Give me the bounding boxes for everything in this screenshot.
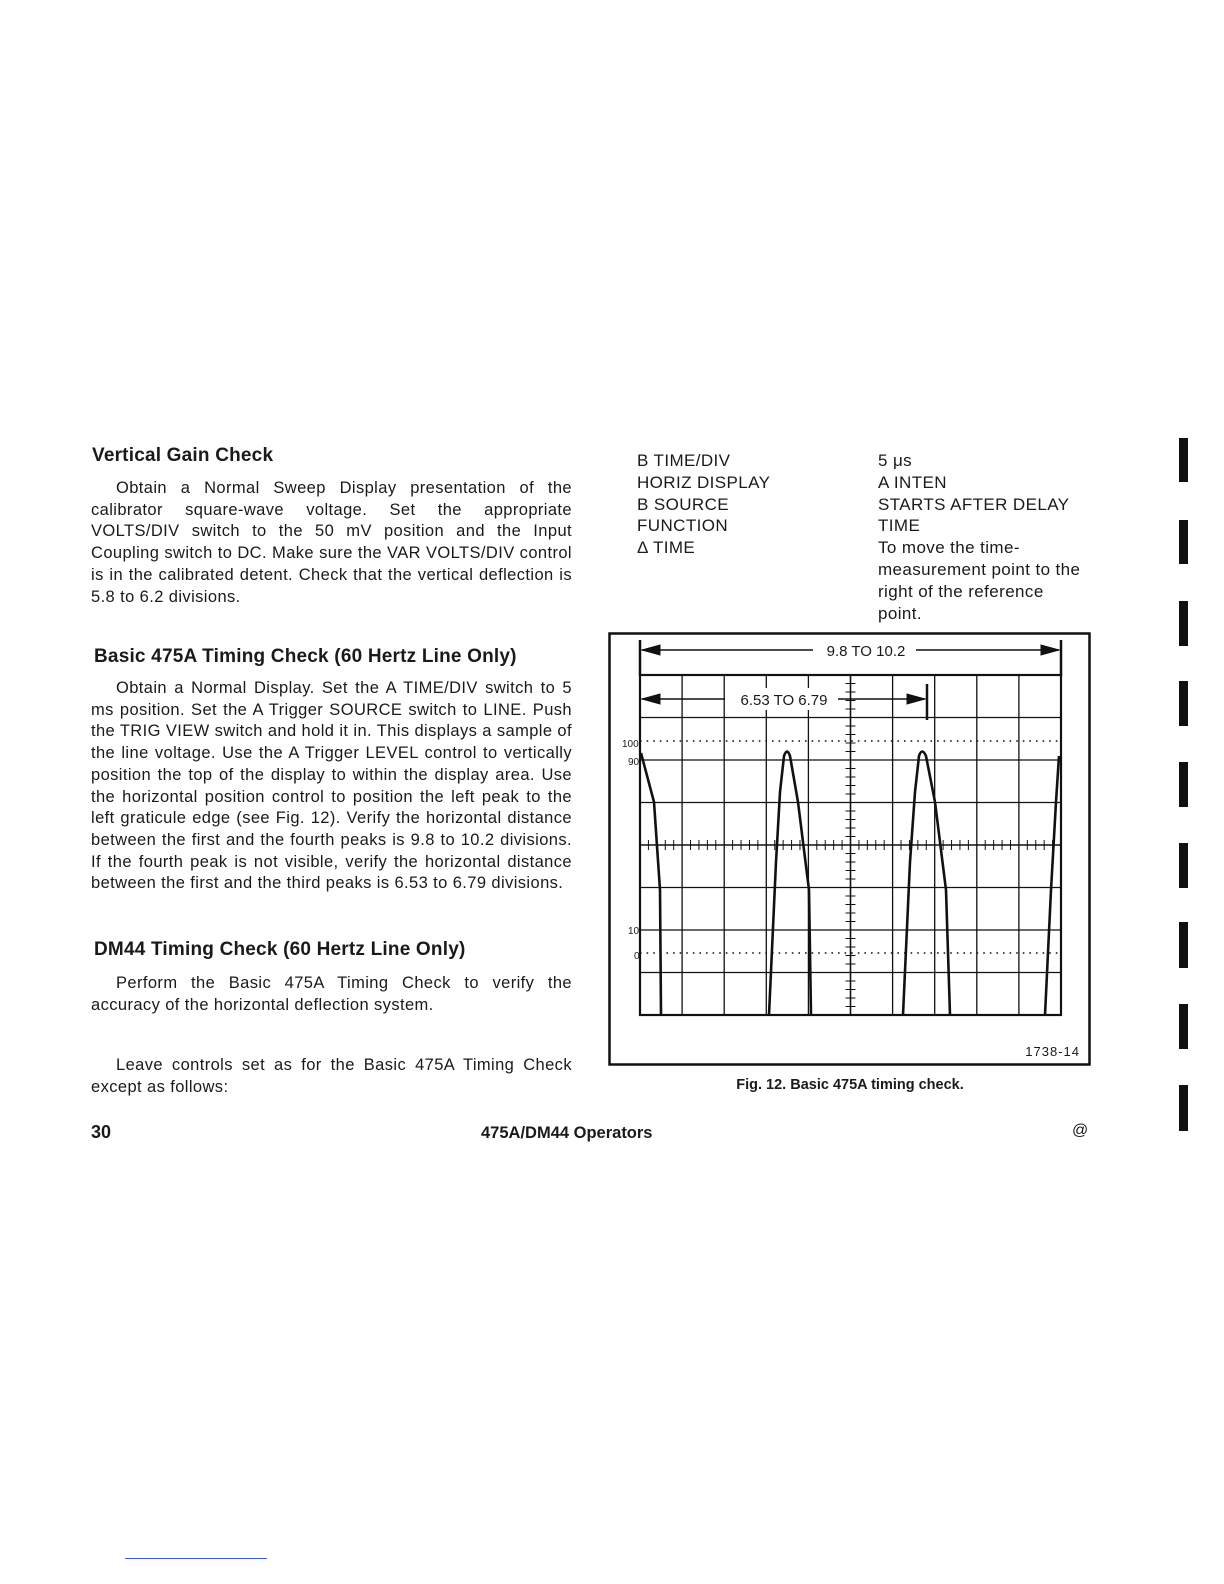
dm44-timing-heading: DM44 Timing Check (60 Hertz Line Only): [94, 939, 466, 960]
margin-change-bar: [1179, 922, 1188, 968]
control-value: right of the reference: [878, 581, 1044, 601]
timing-figure: [608, 632, 1092, 1068]
scale-label-90: 90: [628, 757, 640, 768]
inner-dimension-label: 6.53 TO 6.79: [740, 692, 828, 709]
control-value: TIME: [878, 516, 921, 536]
control-name: HORIZ DISPLAY: [637, 472, 771, 492]
control-name: FUNCTION: [637, 516, 729, 536]
control-value: STARTS AFTER DELAY: [878, 494, 1070, 514]
margin-change-bar: [1179, 843, 1188, 888]
basic-timing-heading: Basic 475A Timing Check (60 Hertz Line Only): [94, 646, 517, 667]
scale-label-0: 0: [634, 951, 640, 962]
margin-change-bar: [1179, 681, 1188, 726]
vertical-gain-heading: Vertical Gain Check: [92, 445, 274, 466]
control-value: To move the time-: [878, 538, 1020, 558]
footer-symbol: @: [1072, 1122, 1089, 1139]
manual-title: 475A/DM44 Operators: [481, 1124, 653, 1142]
control-name: Δ TIME: [637, 538, 696, 558]
control-value: A INTEN: [878, 472, 947, 492]
basic-timing-paragraph: Obtain a Normal Display. Set the A TIME/DIV switch to 5 ms position. Set the A Trigger SOURCE switch to LINE. Push the TRIG VIEW switch and hold it in. This displays a sample of the line voltage. Use the A Trigger LEVEL control to vertically position the top of the display to within the display area. Use the horizontal position control to position the left peak to the left graticule edge (see Fig. 12). Verify the horizontal distance between the first and the fourth peaks is 9.8 to 10.2 divisions. If the fourth peak is not visible, verify the horizontal distance between the first and the third peaks is 6.53 to 6.79 divisions.: [91, 679, 572, 893]
control-names: [637, 450, 770, 559]
scale-label-100: 100: [622, 739, 639, 750]
page-number: 30: [91, 1122, 112, 1142]
margin-change-bar: [1179, 1004, 1188, 1049]
vertical-gain-paragraph: Obtain a Normal Sweep Display presentation of the calibrator square-wave voltage. Set the appropriate VOLTS/DIV switch to the 50 mV position and the Input Coupling switch to DC. Make sure the VAR VOLTS/DIV control is in the calibrated detent. Check that the vertical deflection is 5.8 to 6.2 divisions.: [91, 479, 572, 606]
control-values: [878, 450, 1080, 624]
scale-label-10: 10: [628, 926, 640, 937]
bottom-rule: [125, 1558, 267, 1559]
outer-dimension-label: 9.8 TO 10.2: [826, 643, 906, 660]
margin-change-bar: [1179, 601, 1188, 646]
figure-caption: Fig. 12. Basic 475A timing check.: [736, 1077, 964, 1093]
control-name: B TIME/DIV: [637, 451, 731, 470]
control-value: measurement point to the: [878, 559, 1081, 579]
control-value: point.: [878, 603, 922, 623]
margin-change-bar: [1179, 762, 1188, 807]
dm44-timing-paragraph: Perform the Basic 475A Timing Check to verify the accuracy of the horizontal deflection system.: [91, 974, 572, 1014]
leave-controls-paragraph: Leave controls set as for the Basic 475A Timing Check except as follows:: [91, 1056, 572, 1096]
margin-change-bar: [1179, 520, 1188, 564]
control-name: B SOURCE: [637, 494, 729, 514]
margin-change-bar: [1179, 438, 1188, 482]
figure-id: 1738-14: [1025, 1044, 1080, 1059]
control-value: 5 μs: [878, 451, 913, 470]
margin-change-bar: [1179, 1085, 1188, 1131]
